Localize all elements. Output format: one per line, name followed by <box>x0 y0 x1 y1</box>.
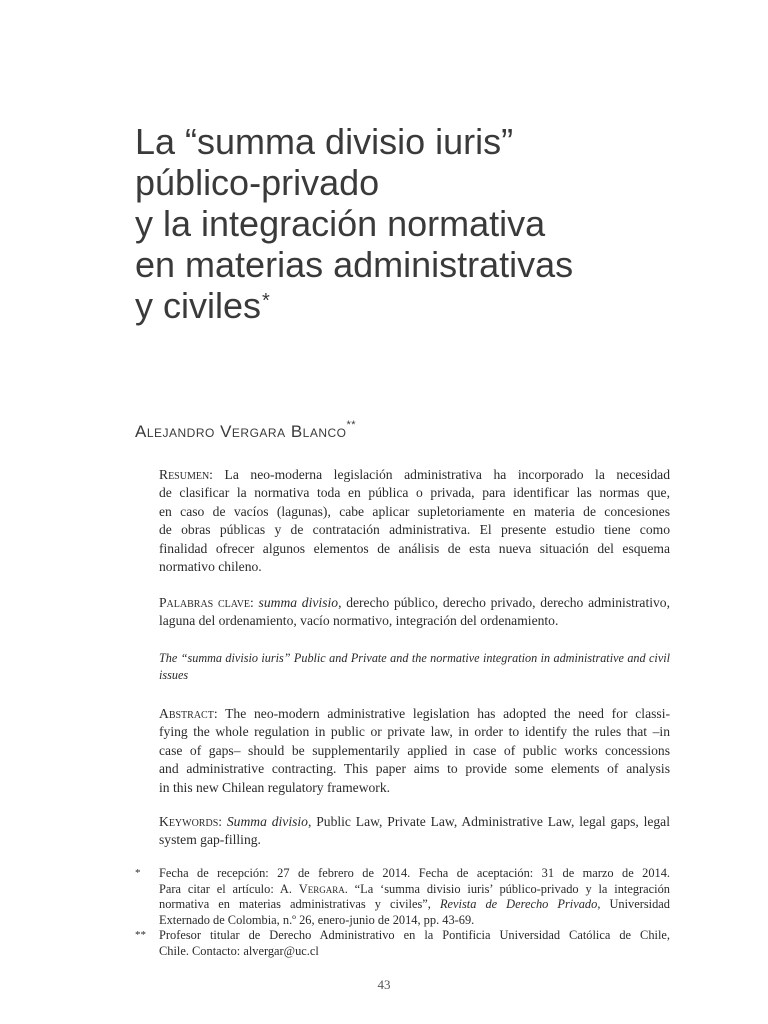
abstract-line: case of gaps– should be supplementarily applied in case of public works concessions <box>159 742 670 758</box>
resumen-line <box>159 466 670 484</box>
footnote-journal-title: Revista de Derecho Privado <box>439 897 598 911</box>
resumen-text: La neo-moderna legislación administrativa ha incorporado la necesidad <box>224 467 671 482</box>
palabras-clave-line: laguna del ordenamiento, vacío normativo, integración del ordenamiento. <box>159 613 559 629</box>
footnote-text: , Universidad <box>597 897 671 911</box>
keywords-label: Keywords: <box>159 814 223 829</box>
resumen-label: Resumen: <box>159 467 213 482</box>
footnote <box>135 866 670 928</box>
footnote-line: Profesor titular de Derecho Administrativo en la Pontificia Universidad Católica de Chile, <box>159 928 670 942</box>
english-title-line: issues <box>159 668 189 683</box>
resumen-line: en caso de vacíos (lagunas), cabe aplicar supletoriamente en materia de concesiones <box>159 503 670 519</box>
title-footnote-mark: * <box>262 290 270 312</box>
footnote-text: . “La ‘summa divisio iuris’ público-privado y la integración <box>344 881 670 896</box>
resumen-line: de obras públicas y de contratación administrativa. El presente estudio tiene como <box>159 522 670 538</box>
palabras-clave-label: Palabras clave: <box>159 595 254 610</box>
title-line: y la integración normativa <box>135 203 546 244</box>
keywords-line: system gap-filling. <box>159 832 261 848</box>
footnote-mark: ** <box>135 929 146 941</box>
title-line-text: y civiles <box>135 285 262 326</box>
keywords-text: , Public Law, Private Law, Administrative Law, legal gaps, legal <box>307 814 670 829</box>
keywords-italic-term: Summa divisio <box>226 814 308 829</box>
english-title-line: The “summa divisio iuris” Public and Private and the normative integration in administrative and civil <box>159 651 670 665</box>
author-footnote-mark: ** <box>346 419 357 431</box>
title-line <box>135 285 735 326</box>
abstract-line <box>159 705 670 723</box>
abstract-line: and administrative contracting. This paper aims to provide some elements of analysis <box>159 761 670 777</box>
footnote-line: Fecha de recepción: 27 de febrero de 2014. Fecha de aceptación: 31 de marzo de 2014. <box>159 866 670 880</box>
footnote-line: Externado de Colombia, n.º 26, enero-junio de 2014, pp. 43-69. <box>159 912 475 927</box>
footnote-line: Chile. Contacto: alvergar@uc.cl <box>159 943 319 958</box>
footnote-text: normativa en materias administrativas y civiles”, <box>159 897 440 911</box>
abstract-label: Abstract: <box>159 706 218 721</box>
palabras-clave-line <box>159 594 670 612</box>
abstract-line: in this new Chilean regulatory framework. <box>159 779 391 795</box>
keywords-section <box>159 813 670 850</box>
resumen-line: finalidad ofrecer algunos elementos de análisis de esta nueva situación del esquema <box>159 540 670 556</box>
article-title <box>135 121 735 326</box>
footnote-line <box>159 882 670 898</box>
abstract-section <box>159 705 670 797</box>
author-name <box>135 419 357 442</box>
author-name-text: Alejandro Vergara Blanco <box>135 422 347 441</box>
palabras-clave-text: , derecho público, derecho privado, derecho administrativo, <box>338 595 670 610</box>
palabras-clave-section <box>159 594 670 631</box>
title-line: público-privado <box>135 162 380 203</box>
footnote-line <box>159 897 670 913</box>
english-title <box>159 650 670 685</box>
abstract-line: fying the whole regulation in public or private law, in order to identify the rules that –in <box>159 724 670 740</box>
palabras-clave-italic-term: summa divisio <box>258 595 339 610</box>
abstract-text: The neo-modern administrative legislation has adopted the need for classi- <box>225 706 670 721</box>
footnote-text: Para citar el artículo: A. <box>159 881 299 896</box>
page-number: 43 <box>377 977 391 992</box>
footnotes <box>135 866 670 959</box>
resumen-line: normativo chileno. <box>159 559 262 575</box>
footnote-mark: * <box>135 867 141 879</box>
footnote <box>135 928 670 959</box>
resumen-section <box>159 466 670 576</box>
keywords-line <box>159 813 670 831</box>
title-line: en materias administrativas <box>135 244 574 285</box>
resumen-line: de clasificar la normativa toda en pública o privada, para identificar las normas que, <box>159 485 670 501</box>
footnote-author-sc: Vergara <box>298 881 345 896</box>
title-line: La “summa divisio iuris” <box>135 121 514 162</box>
